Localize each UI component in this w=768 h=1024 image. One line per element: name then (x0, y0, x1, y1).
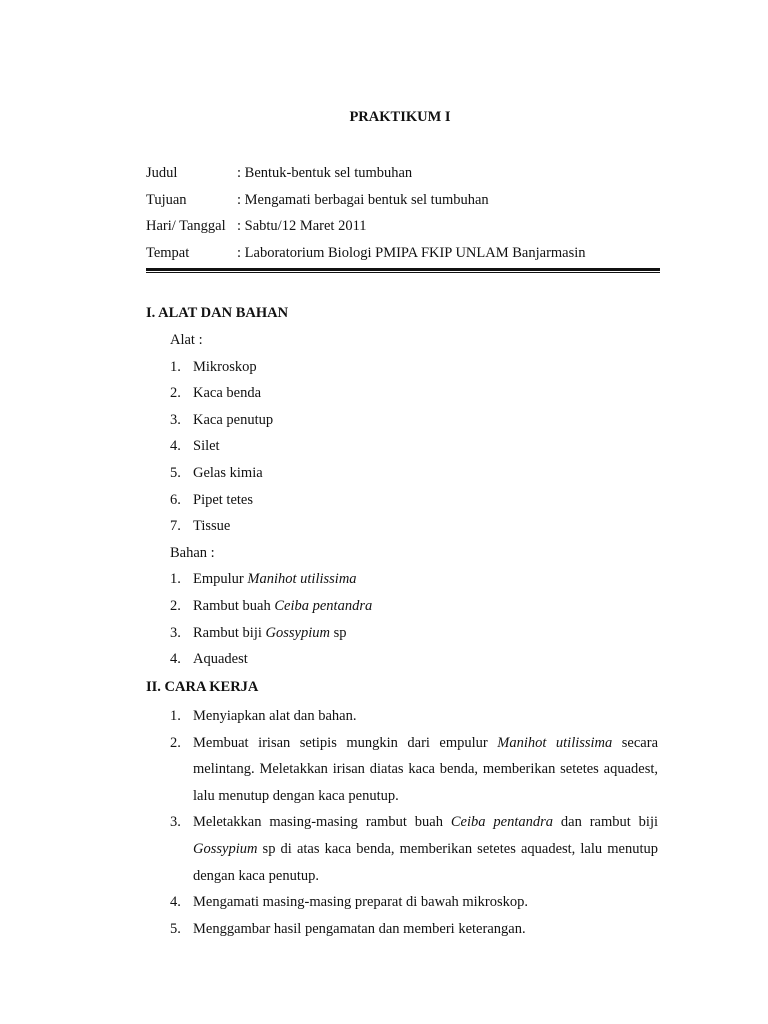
list-item: 1. Mikroskop (170, 358, 257, 375)
list-item: 2. Kaca benda (170, 385, 262, 402)
section-heading-cara-kerja: II. CARA KERJA (146, 679, 259, 695)
list-item: 7. Tissue (170, 518, 231, 535)
step-item: 3. Meletakkan masing-masing rambut buah Ceiba pentandra dan rambut biji Gossypium sp di atas kaca benda, memberikan setetes aquadest, lalu menutup dengan kaca penutup. (170, 814, 659, 884)
info-label: Tempat (146, 244, 190, 261)
list-item: 1. Empulur Manihot utilissima (170, 571, 357, 588)
list-item: 3. Kaca penutup (170, 411, 274, 428)
info-row-judul (146, 163, 666, 190)
step-item: 1. Menyiapkan alat dan bahan. (170, 708, 357, 724)
info-label: Hari/ Tanggal (146, 218, 226, 235)
practicum-info (146, 163, 666, 269)
info-row-tujuan (146, 190, 666, 217)
info-value: : Laboratorium Biologi PMIPA FKIP UNLAM Banjarmasin (237, 244, 586, 261)
alat-label: Alat : (170, 332, 203, 348)
info-label: Tujuan (146, 191, 187, 208)
section-heading-alat-bahan: I. ALAT DAN BAHAN (146, 305, 289, 321)
list-item: 4. Aquadest (170, 651, 248, 668)
info-value: : Bentuk-bentuk sel tumbuhan (237, 165, 413, 181)
page-title: PRAKTIKUM I (349, 109, 451, 125)
step-item: 2. Membuat irisan setipis mungkin dari empulur Manihot utilissima secara melintang. Meletakkan irisan diatas kaca benda, memberikan setetes aquadest, lalu menutup dengan kaca penutup. (170, 734, 659, 804)
list-item: 6. Pipet tetes (170, 491, 254, 508)
double-divider (146, 268, 660, 274)
alat-list (170, 330, 372, 676)
step-item: 5. Menggambar hasil pengamatan dan memberi keterangan. (170, 920, 526, 937)
list-item: 2. Rambut buah Ceiba pentandra (170, 597, 373, 614)
bahan-label: Bahan : (170, 544, 215, 561)
info-value: : Mengamati berbagai bentuk sel tumbuhan (237, 191, 489, 208)
list-item: 4. Silet (170, 438, 220, 455)
info-row-tempat (146, 243, 666, 270)
info-value: : Sabtu/12 Maret 2011 (237, 218, 367, 235)
divider-thick (146, 268, 660, 271)
info-row-tanggal (146, 216, 666, 243)
divider-thin (146, 272, 660, 273)
list-item: 3. Rambut biji Gossypium sp (170, 624, 347, 641)
cara-kerja-steps (170, 703, 658, 942)
list-item: 5. Gelas kimia (170, 464, 263, 481)
info-label: Judul (146, 165, 178, 181)
step-item: 4. Mengamati masing-masing preparat di bawah mikroskop. (170, 894, 529, 911)
